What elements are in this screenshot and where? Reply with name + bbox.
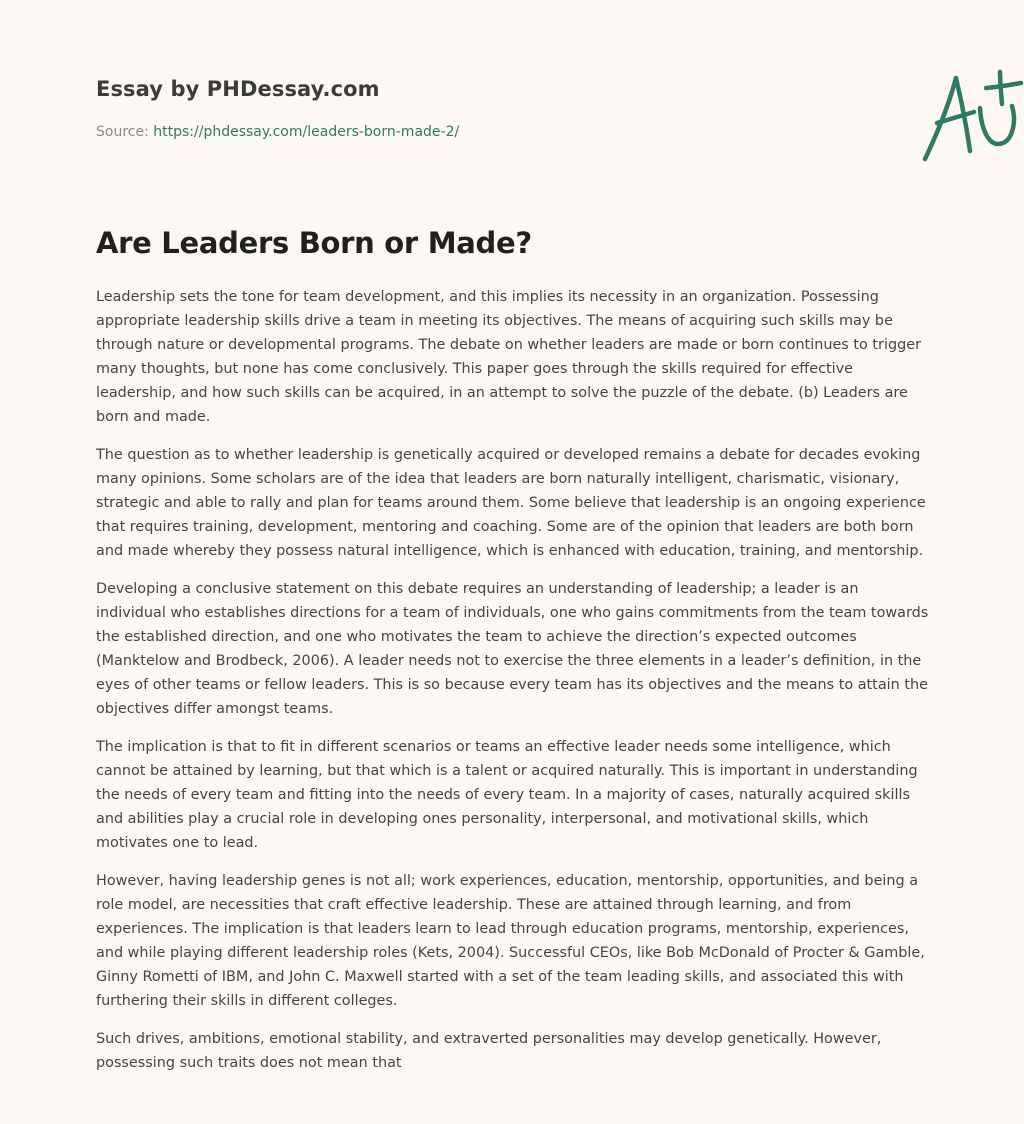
source-label: Source: — [96, 124, 149, 140]
essay-paragraph: Leadership sets the tone for team development, and this implies its necessity in an organization. Possessing appropriate leadership skills drive a team in meeting its objectives. The means of acquiring such skills may be through nature or developmental programs. The debate on whether leaders are made or born continues to trigger many thoughts, but none has come conclusively. This paper goes through the skills required for effective leadership, and how such skills can be acquired, in an attempt to solve the puzzle of the debate. (b) Leaders are born and made. — [96, 289, 921, 425]
a-plus-logo-icon — [920, 68, 1024, 166]
source-link[interactable]: https://phdessay.com/leaders-born-made-2/ — [153, 124, 460, 140]
essay-paragraph: Developing a conclusive statement on this debate requires an understanding of leadership; a leader is an individual who establishes directions for a team of individuals, one who gains commitments from the team towards the established direction, and one who motivates the team to achieve the direction’s expected outcomes (Manktelow and Brodbeck, 2006). A leader needs not to exercise the three elements in a leader’s definition, in the eyes of other teams or fellow leaders. This is so because every team has its objectives and the means to attain the objectives differ amongst teams. — [96, 581, 929, 717]
essay-body — [96, 285, 932, 1089]
essay-title: Are Leaders Born or Made? — [96, 226, 532, 260]
essay-paragraph: The question as to whether leadership is genetically acquired or developed remains a debate for decades evoking many opinions. Some scholars are of the idea that leaders are born naturally intelligent, charismatic, visionary, strategic and able to rally and plan for teams around them. Some believe that leadership is an ongoing experience that requires training, development, mentoring and coaching. Some are of the opinion that leaders are both born and made whereby they possess natural intelligence, which is enhanced with education, training, and mentorship. — [96, 447, 926, 559]
source-line — [96, 124, 459, 140]
essay-paragraph: Such drives, ambitions, emotional stability, and extraverted personalities may develop genetically. However, possessing such traits does not mean that — [96, 1031, 882, 1071]
essay-paragraph: However, having leadership genes is not all; work experiences, education, mentorship, opportunities, and being a role model, are necessities that craft effective leadership. These are attained through learning, and from experiences. The implication is that leaders learn to lead through education programs, mentorship, experiences, and while playing different leadership roles (Kets, 2004). Successful CEOs, like Bob McDonald of Procter & Gamble, Ginny Rometti of IBM, and John C. Maxwell started with a set of the team leading skills, and associated this with furthering their skills in different colleges. — [96, 873, 925, 1009]
brand-title: Essay by PHDessay.com — [96, 77, 380, 101]
essay-paragraph: The implication is that to fit in different scenarios or teams an effective leader needs some intelligence, which cannot be attained by learning, but that which is a talent or acquired naturally. This is important in understanding the needs of every team and fitting into the needs of every team. In a majority of cases, naturally acquired skills and abilities play a crucial role in developing ones personality, interpersonal, and motivational skills, which motivates one to lead. — [96, 739, 918, 851]
